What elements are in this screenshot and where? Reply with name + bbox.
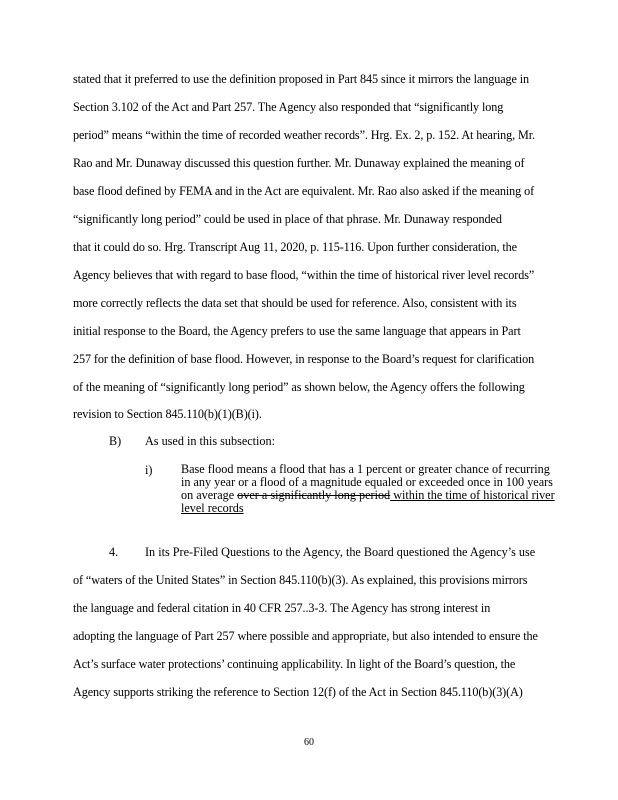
body-line: 257 for the definition of base flood. However, in response to the Board’s request for clarification xyxy=(73,352,535,366)
unchanged-text: on average xyxy=(181,488,238,502)
subsection-text: As used in this subsection: xyxy=(145,434,275,448)
paragraph-first-line: In its Pre-Filed Questions to the Agency, the Board questioned the Agency’s use xyxy=(145,545,536,559)
body-line: base flood defined by FEMA and in the Act are equivalent. Mr. Rao also asked if the meaning of xyxy=(73,184,535,198)
body-line: Act’s surface water protections’ continuing applicability. In light of the Board’s question, the xyxy=(73,657,516,671)
body-line: the language and federal citation in 40 CFR 257..3-3. The Agency has strong interest in xyxy=(73,601,491,615)
body-line: period” means “within the time of recorded weather records”. Hrg. Ex. 2, p. 152. At hearing, Mr. xyxy=(73,128,535,142)
deleted-text: over a significantly long period xyxy=(237,488,391,502)
body-line: Section 3.102 of the Act and Part 257. The Agency also responded that “significantly long xyxy=(73,100,504,114)
body-line: revision to Section 845.110(b)(1)(B)(i). xyxy=(73,407,262,421)
body-line: initial response to the Board, the Agency prefers to use the same language that appears in Part xyxy=(73,324,521,338)
body-line: more correctly reflects the data set that should be used for reference. Also, consistent with its xyxy=(73,296,517,310)
definition-line: in any year or a flood of a magnitude equaled or exceeded once in 100 years xyxy=(181,475,553,489)
body-line: Agency believes that with regard to base flood, “within the time of historical river level records” xyxy=(73,268,535,282)
definition-label: i) xyxy=(145,463,153,477)
body-line: of “waters of the United States” in Section 845.110(b)(3). As explained, this provisions mirrors xyxy=(73,573,528,587)
body-line: Rao and Mr. Dunaway discussed this question further. Mr. Dunaway explained the meaning of xyxy=(73,156,525,170)
inserted-text: within the time of historical river xyxy=(390,488,555,502)
body-line: Agency supports striking the reference to Section 12(f) of the Act in Section 845.110(b)(3)(A) xyxy=(73,685,523,699)
body-line: stated that it preferred to use the definition proposed in Part 845 since it mirrors the language in xyxy=(73,72,530,86)
definition-line: Base flood means a flood that has a 1 percent or greater chance of recurring xyxy=(181,462,550,476)
body-line: of the meaning of “significantly long period” as shown below, the Agency offers the following xyxy=(73,380,525,394)
page-number: 60 xyxy=(304,737,314,748)
paragraph-number: 4. xyxy=(109,545,119,559)
inserted-text: level records xyxy=(181,501,244,515)
definition-line-revised xyxy=(181,502,244,515)
body-line: that it could do so. Hrg. Transcript Aug 11, 2020, p. 115-116. Upon further consideration, the xyxy=(73,240,517,254)
subsection-label: B) xyxy=(109,434,122,448)
body-line: “significantly long period” could be used in place of that phrase. Mr. Dunaway responded xyxy=(73,212,502,226)
body-line: adopting the language of Part 257 where possible and appropriate, but also intended to ensure the xyxy=(73,629,538,643)
